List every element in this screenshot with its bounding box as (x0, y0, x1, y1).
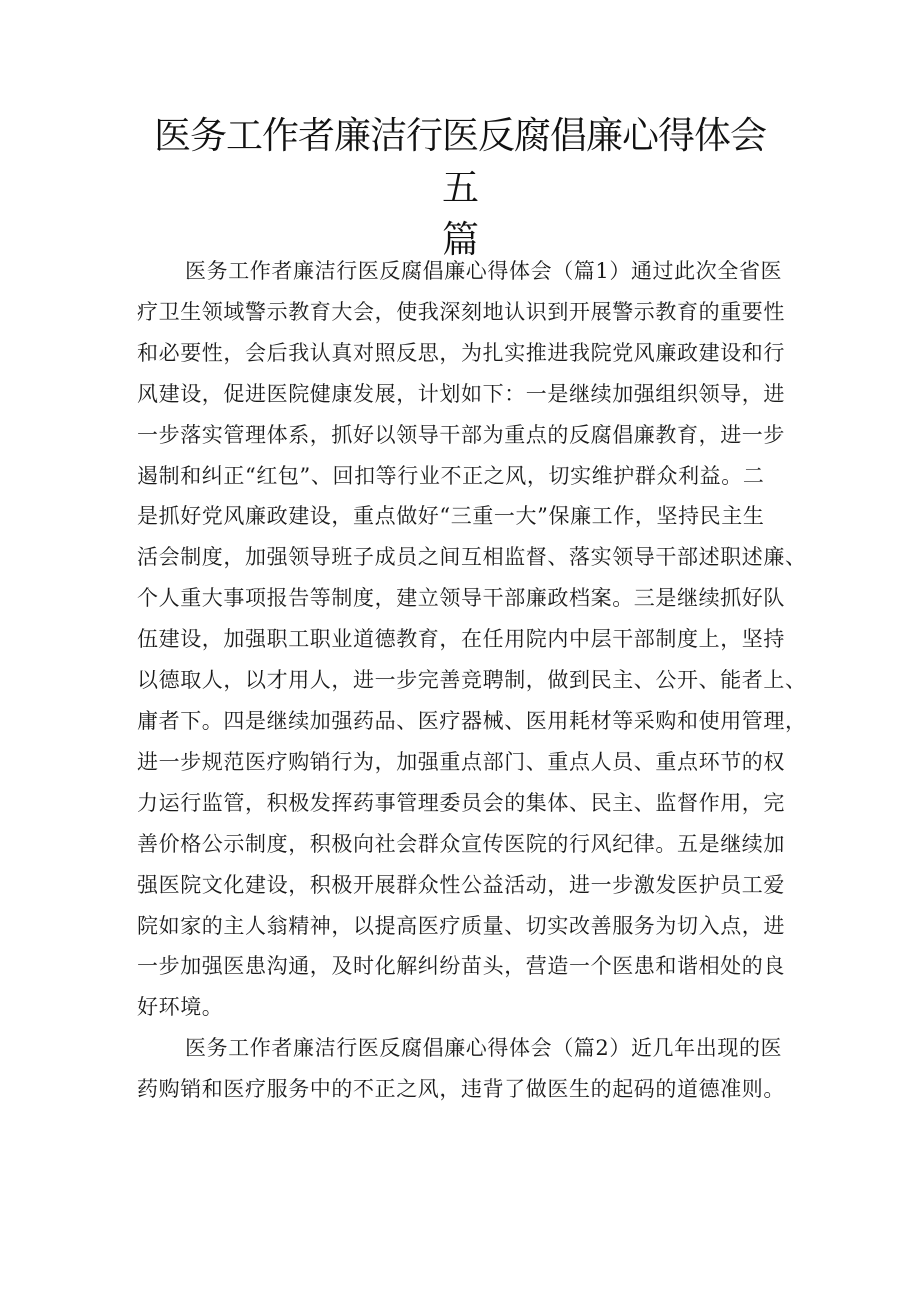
paragraph-1-line: 是抓好党风廉政建设，重点做好“三重一大”保廉工作，坚持民主生 (137, 504, 765, 529)
paragraph-1-line: 活会制度，加强领导班子成员之间互相监督、落实领导干部述职述廉、 (137, 545, 807, 570)
paragraph-1-line: 遏制和纠正“红包”、回扣等行业不正之风，切实维护群众利益。二 (137, 463, 765, 488)
paragraph-2-line: 药购销和医疗服务中的不正之风，违背了做医生的起码的道德准则。 (137, 1077, 785, 1102)
document-body (137, 251, 807, 1110)
title-line-2: 篇 (442, 218, 478, 261)
paragraph-1-line: 强医院文化建设，积极开展群众性公益活动，进一步激发医护员工爱 (137, 872, 785, 897)
document-title (140, 110, 780, 266)
paragraph-1-line: 善价格公示制度，积极向社会群众宣传医院的行风纪律。五是继续加 (137, 831, 785, 856)
paragraph-1-line: 力运行监管，积极发挥药事管理委员会的集体、民主、监督作用，完 (137, 790, 785, 815)
paragraph-1-line: 一步落实管理体系，抓好以领导干部为重点的反腐倡廉教育，进一步 (137, 422, 785, 447)
paragraph-1-line: 疗卫生领域警示教育大会，使我深刻地认识到开展警示教育的重要性 (137, 299, 785, 324)
paragraph-1-line: 进一步规范医疗购销行为，加强重点部门、重点人员、重点环节的权 (137, 749, 785, 774)
paragraph-1-line: 和必要性，会后我认真对照反思，为扎实推进我院党风廉政建设和行 (137, 340, 785, 365)
paragraph-1-line: 院如家的主人翁精神，以提高医疗质量、切实改善服务为切入点，进 (137, 913, 785, 938)
paragraph-1-line: 风建设，促进医院健康发展，计划如下：一是继续加强组织领导，进 (137, 381, 785, 406)
title-line-1: 医务工作者廉洁行医反腐倡廉心得体会五 (154, 114, 766, 209)
paragraph-1-line: 庸者下。四是继续加强药品、医疗器械、医用耗材等采购和使用管理， (137, 708, 807, 733)
paragraph-1-line: 伍建设，加强职工职业道德教育，在任用院内中层干部制度上，坚持 (137, 627, 785, 652)
paragraph-1-line: 好环境。 (137, 995, 224, 1020)
paragraph-1-line: 一步加强医患沟通，及时化解纠纷苗头，营造一个医患和谐相处的良 (137, 954, 785, 979)
paragraph-2-line: 医务工作者廉洁行医反腐倡廉心得体会（篇2）近几年出现的医 (185, 1036, 783, 1061)
paragraph-1-line: 个人重大事项报告等制度，建立领导干部廉政档案。三是继续抓好队 (137, 586, 785, 611)
paragraph-1-line: 以德取人，以才用人，进一步完善竞聘制，做到民主、公开、能者上、 (137, 668, 807, 693)
paragraph-1-line: 医务工作者廉洁行医反腐倡廉心得体会（篇1）通过此次全省医 (185, 259, 783, 283)
